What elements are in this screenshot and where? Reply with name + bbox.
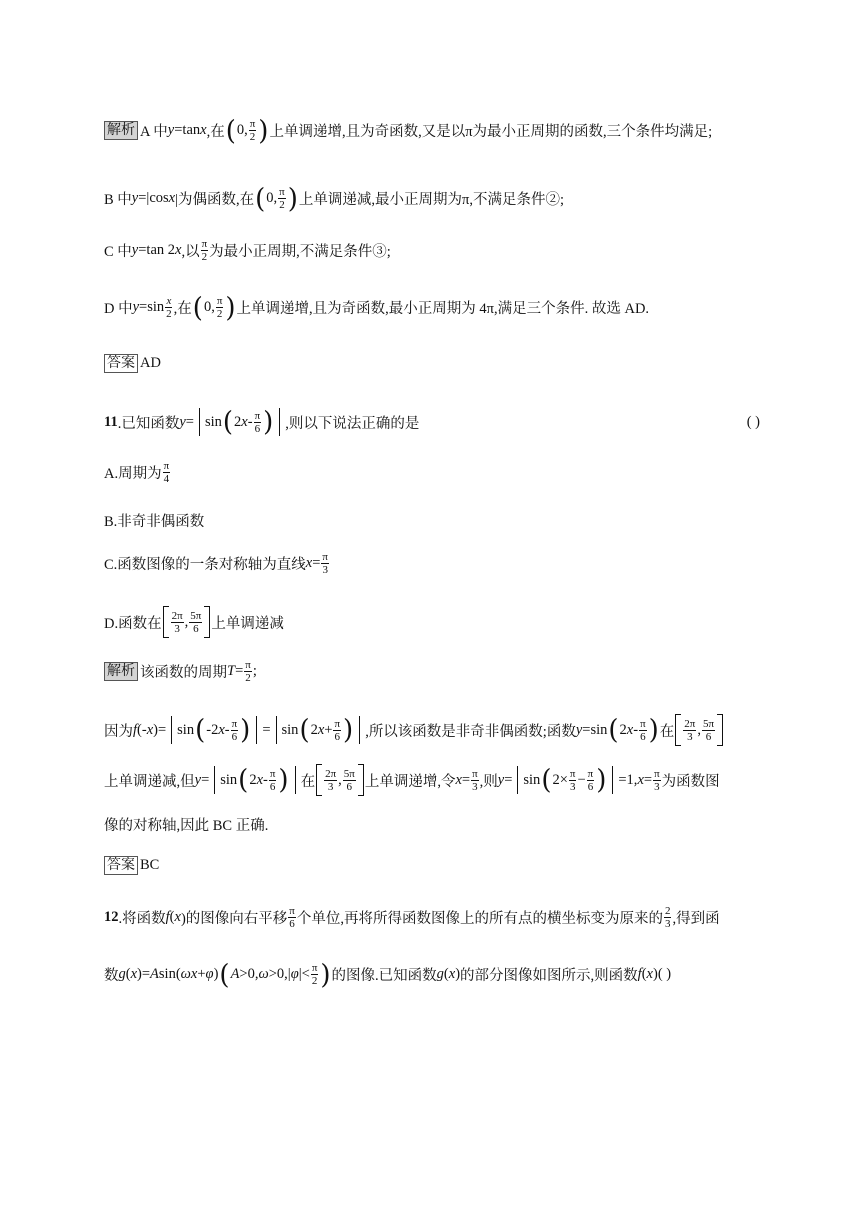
q12-stem-line-1: 12 .将函数 f ( x )的图像向右平移 π 6 个单位,再将所得函数图像上的所有点的横坐标变为原来的 2 3 ,得到函: [104, 905, 720, 930]
fraction: $\frac{\pi}{3}$: [472, 767, 478, 793]
answer-value: BC: [140, 857, 160, 873]
q11-solution-line-1: 解析 该函数的周期 T = $\frac{\pi}{2}$ ;: [104, 659, 760, 684]
fraction: 2π 3: [171, 609, 183, 635]
answer-tag: 答案: [104, 354, 138, 373]
fraction: π 2: [311, 962, 318, 987]
answer-tag: 答案: [104, 856, 138, 875]
fraction: π 2: [201, 238, 208, 263]
fraction: π 6: [269, 767, 276, 793]
solution-tag: 解析: [104, 662, 138, 681]
fraction: 5π 6: [702, 717, 715, 743]
q11-stem: 11 .已知函数 y = sin ( 2 x - π 6 ) ,则以下说法正确的是 ( ): [104, 406, 760, 438]
fraction: $\frac{\pi}{3}$: [569, 767, 576, 793]
answer-blank: ( ): [746, 413, 760, 430]
question-number: 11: [104, 413, 118, 430]
q10-solution-line-a: 解析 A 中 y =tan x ,在 ( 0, π 2 ) 上单调递增,且为奇函数,又是以π为最小正周期的函数,三个条件均满足;: [104, 118, 760, 143]
fraction: 5π 6: [190, 609, 202, 635]
fraction: 5π 6: [343, 767, 355, 793]
fraction: $\frac{\pi}{3}$: [322, 551, 328, 576]
q12-stem-line-2: 数 g ( x )= A sin( ω x + φ ) ( A >0, ω >0,| φ |< π 2 ) 的图像.已知函数 g ( x ) 的部分图像如图所示,则函数 f ( x ) ( ): [104, 958, 672, 991]
solution-tag: 解析: [104, 121, 138, 140]
q10-answer: [104, 354, 760, 373]
fraction: $\frac{\pi}{6}$: [587, 767, 594, 793]
fraction: π 2: [279, 186, 285, 211]
q11-option-a: A.周期为 π 4: [104, 460, 170, 485]
q10-solution-line-c: C 中 y =tan 2 x ,以 π 2 为最小正周期,不满足条件③;: [104, 238, 391, 263]
q11-solution-line-4: 像的对称轴,因此 BC 正确.: [104, 818, 269, 834]
q10-solution-line-b: B 中 y =|cos x |为偶函数,在 ( 0, π 2 ) 上单调递减,最小正周期为π,不满足条件②;: [104, 182, 564, 215]
fraction: π 6: [254, 409, 261, 435]
fraction: $\frac{\pi}{3}$: [654, 767, 660, 793]
q11-option-b: B.非奇非偶函数: [104, 514, 205, 530]
fraction: π 6: [289, 905, 295, 930]
q10-solution-line-d: D 中 y =sin x 2 ,在 ( 0, π 2 ) 上单调递增,且为奇函数,最小正周期为 4π,满足三个条件. 故选 AD.: [104, 291, 650, 324]
fraction: x 2: [166, 295, 172, 320]
fraction: 2π 3: [684, 717, 696, 743]
q11-solution-line-3: 上单调递减,但 y = sin ( 2 x - π 6 ) 在 2π 3 , 5π 6 上单调递增,令 x = $\frac{\pi}{3}$ ,则 y = sin ( 2× $\frac{\pi}{3}$ − $\frac{\pi}{6}$ ) =1, x = $\frac{\pi}{3}$ 为函数图: [104, 764, 720, 796]
fraction: 2π 3: [325, 767, 337, 793]
fraction: π 6: [640, 717, 646, 743]
fraction: π 2: [216, 295, 223, 320]
q11-answer: [104, 856, 760, 875]
question-number: 12: [104, 909, 119, 925]
q11-option-c: C.函数图像的一条对称轴为直线 x = $\frac{\pi}{3}$: [104, 551, 328, 576]
fraction: π 6: [231, 717, 238, 743]
fraction: 2 3: [664, 905, 671, 930]
fraction: π 2: [249, 118, 256, 143]
q11-option-d: D.函数在 2π 3 , 5π 6 上单调递减: [104, 606, 760, 638]
answer-value: AD: [140, 355, 161, 371]
q11-solution-line-2: 因为 f (- x )= sin ( -2 x - π 6 ) = sin ( 2 x + $\frac{\pi}{6}$ ) ,所以该函数是非奇非偶函数;函数 y =sin ( 2 x - π 6 ) 在 2π 3 , 5π 6: [104, 714, 760, 746]
fraction: $\frac{\pi}{2}$: [245, 659, 251, 684]
fraction: π 4: [163, 460, 170, 485]
fraction: $\frac{\pi}{6}$: [334, 717, 341, 743]
